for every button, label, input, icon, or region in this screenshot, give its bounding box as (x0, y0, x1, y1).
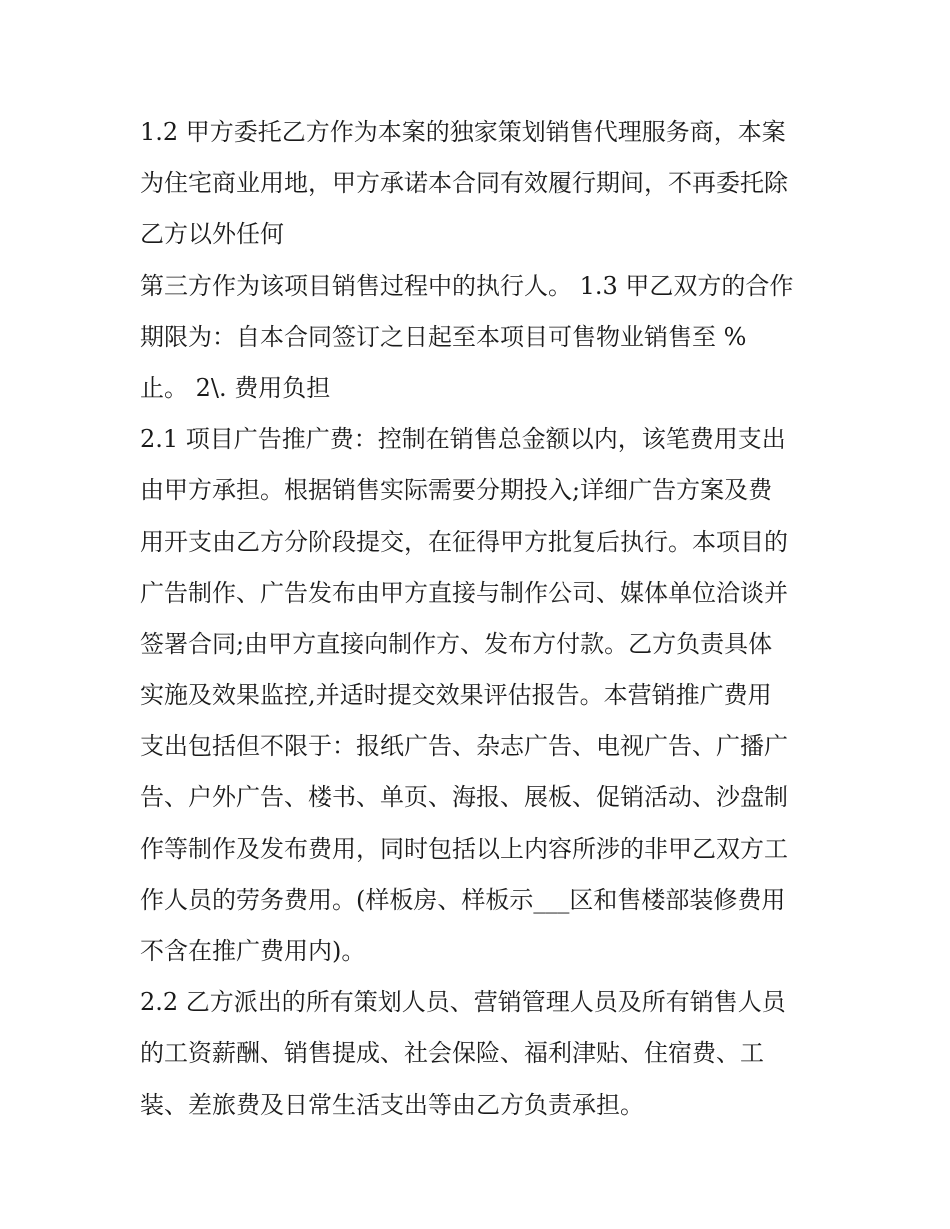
text-line: 实施及效果监控,并适时提交效果评估报告。本营销推广费用 (140, 681, 772, 710)
text-line: 的工资薪酬、销售提成、社会保险、福利津贴、住宿费、工 (140, 1039, 764, 1068)
text-line: 签署合同;由甲方直接向制作方、发布方付款。乙方负责具体 (140, 629, 773, 658)
text-line: 乙方以外任何 (140, 220, 284, 249)
text-line: 告、户外广告、楼书、单页、海报、展板、促销活动、沙盘制 (140, 783, 788, 812)
text-line: 支出包括但不限于：报纸广告、杂志广告、电视广告、广播广 (140, 732, 788, 761)
text-line: 装、差旅费及日常生活支出等由乙方负责承担。 (140, 1090, 644, 1119)
text-line: 2.1 项目广告推广费：控制在销售总金额以内，该笔费用支出 (140, 425, 786, 454)
document-body (140, 107, 820, 1131)
text-line: 广告制作、广告发布由甲方直接与制作公司、媒体单位洽谈并 (140, 578, 788, 607)
text-line: 作等制作及发布费用，同时包括以上内容所涉的非甲乙双方工 (140, 834, 788, 863)
text-line: 作人员的劳务费用。(样板房、样板示___区和售楼部装修费用 (140, 885, 786, 914)
text-line: 2.2 乙方派出的所有策划人员、营销管理人员及所有销售人员 (140, 988, 786, 1017)
text-line: 用开支由乙方分阶段提交，在征得甲方批复后执行。本项目的 (140, 527, 788, 556)
text-line: 第三方作为该项目销售过程中的执行人。 1.3 甲乙双方的合作 (140, 271, 794, 300)
text-line: 期限为：自本合同签订之日起至本项目可售物业销售至 % (140, 322, 747, 351)
text-line: 1.2 甲方委托乙方作为本案的独家策划销售代理服务商，本案 (140, 118, 786, 146)
text-line: 为住宅商业用地，甲方承诺本合同有效履行期间，不再委托除 (140, 169, 788, 198)
text-line: 不含在推广费用内)。 (140, 937, 366, 965)
text-line: 止。 2\. 费用负担 (140, 373, 331, 402)
text-line: 由甲方承担。根据销售实际需要分期投入;详细广告方案及费 (140, 476, 773, 505)
